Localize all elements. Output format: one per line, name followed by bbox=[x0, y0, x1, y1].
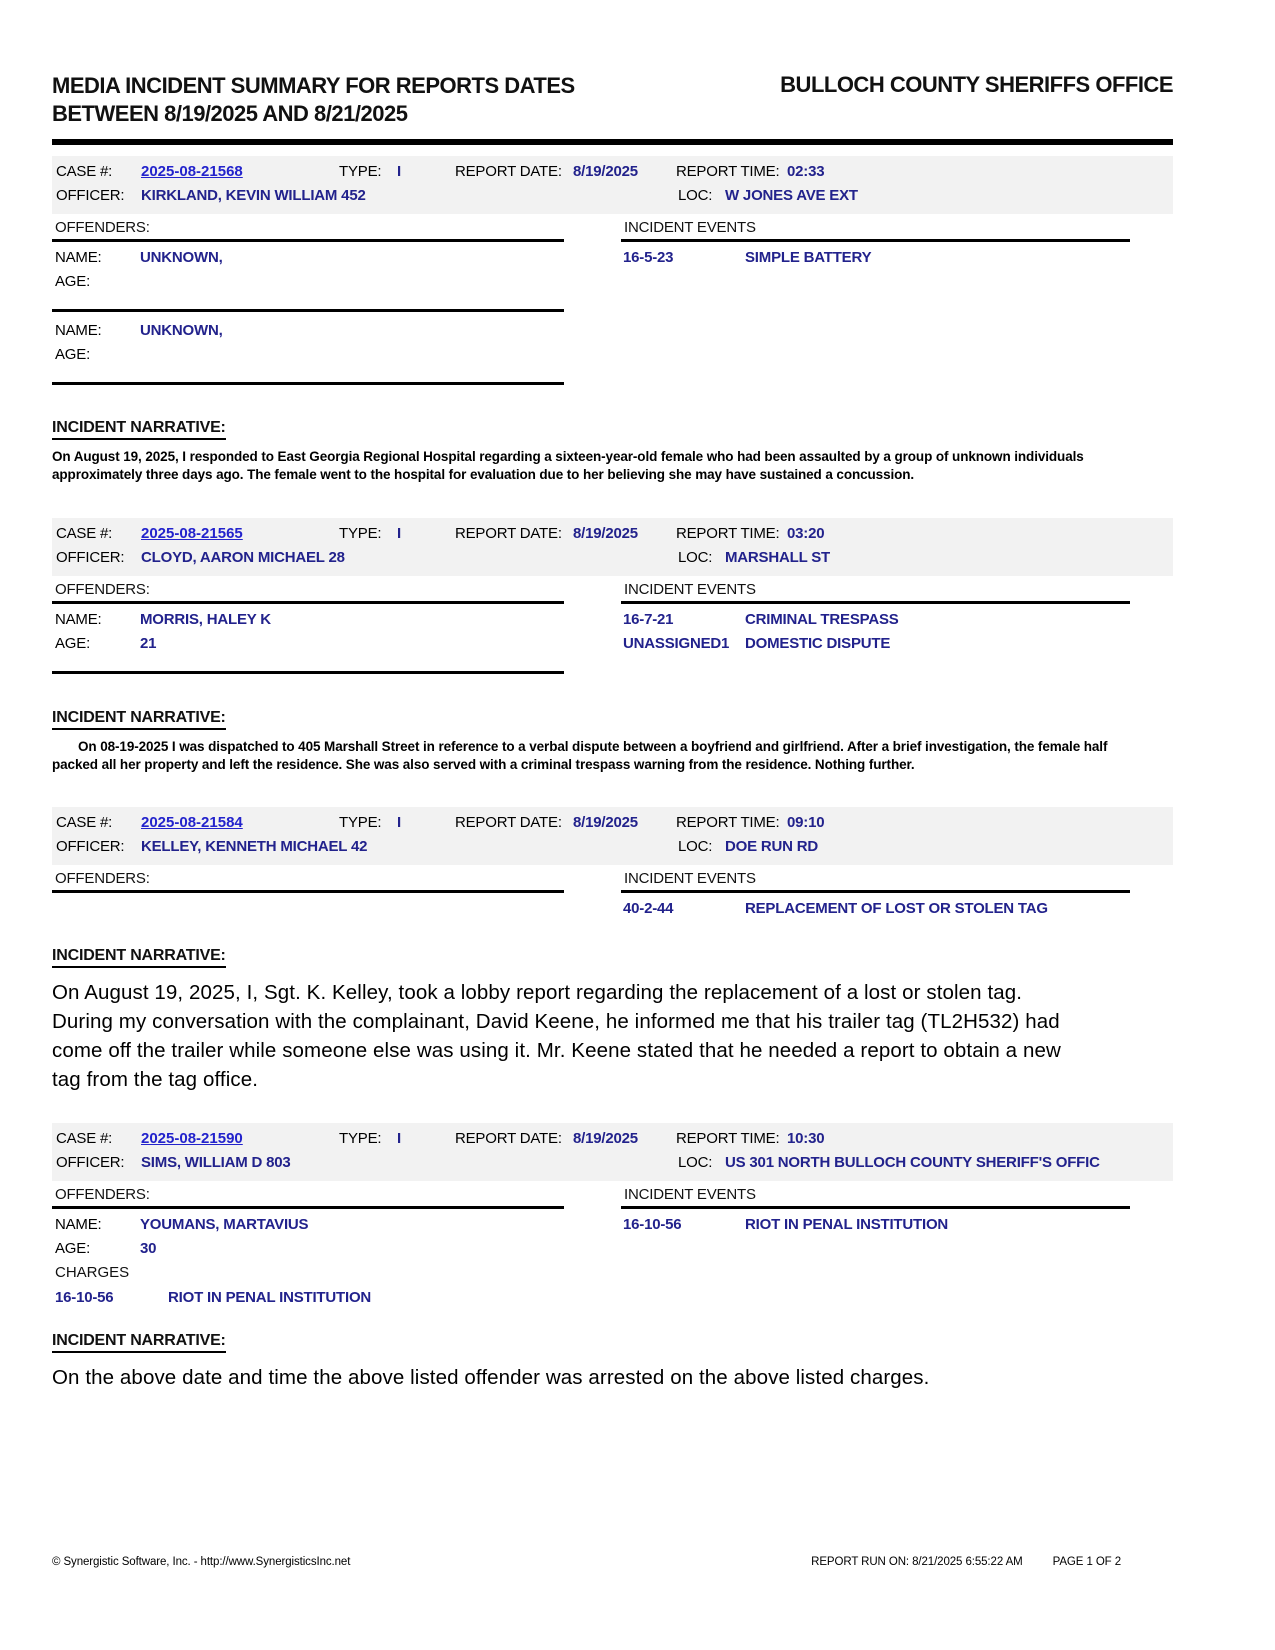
age-label: AGE: bbox=[55, 346, 91, 363]
case-columns bbox=[52, 1187, 1173, 1306]
header-divider bbox=[52, 139, 1173, 145]
type-value: I bbox=[397, 814, 401, 831]
report-time-label: REPORT TIME: bbox=[676, 814, 780, 831]
case-block-2 bbox=[52, 518, 1173, 774]
offender-name: MORRIS, HALEY K bbox=[140, 611, 271, 628]
footer-right-group bbox=[811, 1556, 1121, 1568]
incident-narrative-section bbox=[52, 419, 1173, 484]
case-columns bbox=[52, 220, 1173, 396]
offenders-heading: OFFENDERS: bbox=[55, 581, 150, 598]
case-header-row1 bbox=[56, 1131, 1167, 1147]
event-code: 40-2-44 bbox=[623, 900, 674, 917]
incident-narrative-section bbox=[52, 947, 1173, 1094]
report-date-label: REPORT DATE: bbox=[455, 814, 562, 831]
footer-page-number: PAGE 1 OF 2 bbox=[1052, 1556, 1121, 1568]
officer-label: OFFICER: bbox=[56, 549, 125, 566]
incident-narrative-section bbox=[52, 1332, 1173, 1392]
name-label: NAME: bbox=[55, 322, 102, 339]
report-title bbox=[52, 72, 692, 128]
report-title-line1: MEDIA INCIDENT SUMMARY FOR REPORTS DATES bbox=[52, 73, 575, 98]
report-date-label: REPORT DATE: bbox=[455, 525, 562, 542]
offenders-rule bbox=[52, 239, 564, 242]
offender-name: UNKNOWN, bbox=[140, 249, 223, 266]
event-description: DOMESTIC DISPUTE bbox=[745, 635, 891, 652]
charge-code: 16-10-56 bbox=[55, 1289, 114, 1306]
officer-value: CLOYD, AARON MICHAEL 28 bbox=[141, 549, 345, 566]
case-number-link[interactable]: 2025-08-21584 bbox=[141, 814, 243, 831]
case-block-3 bbox=[52, 807, 1173, 1094]
event-description: REPLACEMENT OF LOST OR STOLEN TAG bbox=[745, 900, 1048, 917]
offender-age: 21 bbox=[140, 635, 157, 652]
report-date-label: REPORT DATE: bbox=[455, 163, 562, 180]
incident-narrative-text: On August 19, 2025, I responded to East Georgia Regional Hospital regarding a sixteen-year-old female who had been assaulted by a group of unknown individuals approximately three days ago. The female went to the hospital for evaluation due to her believing she may have sustained a concussion. bbox=[52, 449, 1084, 482]
event-code: 16-10-56 bbox=[623, 1216, 682, 1233]
event-code: 16-5-23 bbox=[623, 249, 674, 266]
location-label: LOC: bbox=[678, 549, 713, 566]
officer-label: OFFICER: bbox=[56, 187, 125, 204]
location-value: MARSHALL ST bbox=[725, 549, 831, 566]
name-label: NAME: bbox=[55, 611, 102, 628]
offenders-column bbox=[52, 220, 564, 396]
case-number-link[interactable]: 2025-08-21568 bbox=[141, 163, 243, 180]
incident-events-rule bbox=[621, 1206, 1130, 1209]
offender-entry bbox=[52, 250, 564, 290]
incident-events-rule bbox=[621, 890, 1130, 893]
location-label: LOC: bbox=[678, 187, 713, 204]
type-value: I bbox=[397, 525, 401, 542]
report-date-value: 8/19/2025 bbox=[573, 163, 638, 180]
case-columns bbox=[52, 871, 1173, 917]
case-number-link[interactable]: 2025-08-21590 bbox=[141, 1130, 243, 1147]
incident-narrative-heading: INCIDENT NARRATIVE: bbox=[52, 709, 226, 730]
incident-narrative-text: On the above date and time the above listed offender was arrested on the above listed charges. bbox=[52, 1366, 930, 1389]
charge-description: RIOT IN PENAL INSTITUTION bbox=[168, 1289, 372, 1306]
incident-events-column bbox=[621, 220, 1130, 396]
offender-entry bbox=[52, 612, 564, 652]
offender-separator bbox=[52, 671, 564, 674]
offender-separator bbox=[52, 309, 564, 312]
incident-events-column bbox=[621, 582, 1130, 685]
incident-events-rule bbox=[621, 239, 1130, 242]
case-header-row2 bbox=[56, 188, 1167, 204]
offenders-column bbox=[52, 871, 564, 917]
event-code: UNASSIGNED1 bbox=[623, 635, 730, 652]
offenders-heading: OFFENDERS: bbox=[55, 219, 150, 236]
incident-events-heading: INCIDENT EVENTS bbox=[624, 581, 756, 598]
incident-event-row bbox=[621, 250, 1130, 266]
incident-narrative-heading: INCIDENT NARRATIVE: bbox=[52, 1332, 226, 1353]
report-date-value: 8/19/2025 bbox=[573, 525, 638, 542]
report-time-value: 09:10 bbox=[787, 814, 825, 831]
location-value: W JONES AVE EXT bbox=[725, 187, 858, 204]
case-number-link[interactable]: 2025-08-21565 bbox=[141, 525, 243, 542]
age-label: AGE: bbox=[55, 273, 91, 290]
incident-event-row bbox=[621, 612, 1130, 628]
case-header bbox=[52, 518, 1173, 576]
report-date-value: 8/19/2025 bbox=[573, 1130, 638, 1147]
offenders-rule bbox=[52, 601, 564, 604]
event-code: 16-7-21 bbox=[623, 611, 674, 628]
case-header-row2 bbox=[56, 839, 1167, 855]
case-number-label: CASE #: bbox=[56, 814, 113, 831]
offenders-rule bbox=[52, 890, 564, 893]
report-time-value: 10:30 bbox=[787, 1130, 825, 1147]
incident-narrative-text: On August 19, 2025, I, Sgt. K. Kelley, took a lobby report regarding the replacement of a lost or stolen tag. During my conversation with the complainant, David Keene, he informed me that his trailer tag (TL2H532) had come off the trailer while someone else was using it. Mr. Keene stated that he needed a report to obtain a new tag from the tag office. bbox=[52, 981, 1061, 1091]
location-label: LOC: bbox=[678, 838, 713, 855]
report-date-value: 8/19/2025 bbox=[573, 814, 638, 831]
officer-label: OFFICER: bbox=[56, 838, 125, 855]
case-header bbox=[52, 156, 1173, 214]
offender-separator bbox=[52, 382, 564, 385]
charges-heading: CHARGES bbox=[55, 1264, 130, 1281]
case-number-label: CASE #: bbox=[56, 163, 113, 180]
type-label: TYPE: bbox=[339, 814, 382, 831]
incident-narrative-heading: INCIDENT NARRATIVE: bbox=[52, 947, 226, 968]
report-title-line2: BETWEEN 8/19/2025 AND 8/21/2025 bbox=[52, 101, 408, 126]
incident-events-column bbox=[621, 1187, 1130, 1306]
type-value: I bbox=[397, 163, 401, 180]
event-description: CRIMINAL TRESPASS bbox=[745, 611, 899, 628]
offender-name: YOUMANS, MARTAVIUS bbox=[140, 1216, 309, 1233]
age-label: AGE: bbox=[55, 1240, 91, 1257]
event-description: SIMPLE BATTERY bbox=[745, 249, 872, 266]
age-label: AGE: bbox=[55, 635, 91, 652]
offender-name: UNKNOWN, bbox=[140, 322, 223, 339]
case-header-row1 bbox=[56, 164, 1167, 180]
incident-events-column bbox=[621, 871, 1130, 917]
footer-copyright: © Synergistic Software, Inc. - http://www.SynergisticsInc.net bbox=[52, 1556, 351, 1568]
offenders-rule bbox=[52, 1206, 564, 1209]
page-footer bbox=[52, 1556, 1121, 1568]
offender-entry bbox=[52, 323, 564, 363]
footer-report-run: REPORT RUN ON: 8/21/2025 6:55:22 AM bbox=[811, 1556, 1023, 1568]
officer-value: KIRKLAND, KEVIN WILLIAM 452 bbox=[141, 187, 366, 204]
report-time-value: 02:33 bbox=[787, 163, 825, 180]
type-label: TYPE: bbox=[339, 525, 382, 542]
incident-narrative-heading: INCIDENT NARRATIVE: bbox=[52, 419, 226, 440]
report-time-label: REPORT TIME: bbox=[676, 163, 780, 180]
case-block-4 bbox=[52, 1123, 1173, 1392]
case-number-label: CASE #: bbox=[56, 1130, 113, 1147]
incident-event-row bbox=[621, 1217, 1130, 1233]
officer-value: KELLEY, KENNETH MICHAEL 42 bbox=[141, 838, 368, 855]
offender-age: 30 bbox=[140, 1240, 157, 1257]
case-header-row2 bbox=[56, 1155, 1167, 1171]
charge-row bbox=[52, 1290, 564, 1306]
report-time-label: REPORT TIME: bbox=[676, 1130, 780, 1147]
incident-event-row bbox=[621, 901, 1130, 917]
incident-narrative-section bbox=[52, 709, 1173, 774]
case-header-row1 bbox=[56, 815, 1167, 831]
case-header-row1 bbox=[56, 526, 1167, 542]
offenders-column bbox=[52, 1187, 564, 1306]
name-label: NAME: bbox=[55, 249, 102, 266]
case-header bbox=[52, 1123, 1173, 1181]
document-header bbox=[52, 72, 1173, 128]
case-header bbox=[52, 807, 1173, 865]
incident-narrative-text: On 08-19-2025 I was dispatched to 405 Marshall Street in reference to a verbal dispute between a boyfriend and girlfriend. After a brief investigation, the female half packed all her property and left the residence. She was also served with a criminal trespass warning from the residence. Nothing further. bbox=[52, 739, 1108, 772]
incident-event-row bbox=[621, 636, 1130, 652]
officer-label: OFFICER: bbox=[56, 1154, 125, 1171]
location-value: US 301 NORTH BULLOCH COUNTY SHERIFF'S OFFIC bbox=[725, 1154, 1100, 1171]
location-value: DOE RUN RD bbox=[725, 838, 819, 855]
case-block-1 bbox=[52, 156, 1173, 484]
case-number-label: CASE #: bbox=[56, 525, 113, 542]
report-time-label: REPORT TIME: bbox=[676, 525, 780, 542]
incident-events-heading: INCIDENT EVENTS bbox=[624, 219, 756, 236]
offenders-column bbox=[52, 582, 564, 685]
type-label: TYPE: bbox=[339, 1130, 382, 1147]
incident-events-heading: INCIDENT EVENTS bbox=[624, 1186, 756, 1203]
name-label: NAME: bbox=[55, 1216, 102, 1233]
report-date-label: REPORT DATE: bbox=[455, 1130, 562, 1147]
incident-events-heading: INCIDENT EVENTS bbox=[624, 870, 756, 887]
type-value: I bbox=[397, 1130, 401, 1147]
location-label: LOC: bbox=[678, 1154, 713, 1171]
incident-events-rule bbox=[621, 601, 1130, 604]
officer-value: SIMS, WILLIAM D 803 bbox=[141, 1154, 291, 1171]
offender-entry bbox=[52, 1217, 564, 1257]
offenders-heading: OFFENDERS: bbox=[55, 1186, 150, 1203]
event-description: RIOT IN PENAL INSTITUTION bbox=[745, 1216, 949, 1233]
case-columns bbox=[52, 582, 1173, 685]
agency-title: BULLOCH COUNTY SHERIFFS OFFICE bbox=[780, 72, 1173, 97]
case-header-row2 bbox=[56, 550, 1167, 566]
type-label: TYPE: bbox=[339, 163, 382, 180]
report-time-value: 03:20 bbox=[787, 525, 825, 542]
offenders-heading: OFFENDERS: bbox=[55, 870, 150, 887]
